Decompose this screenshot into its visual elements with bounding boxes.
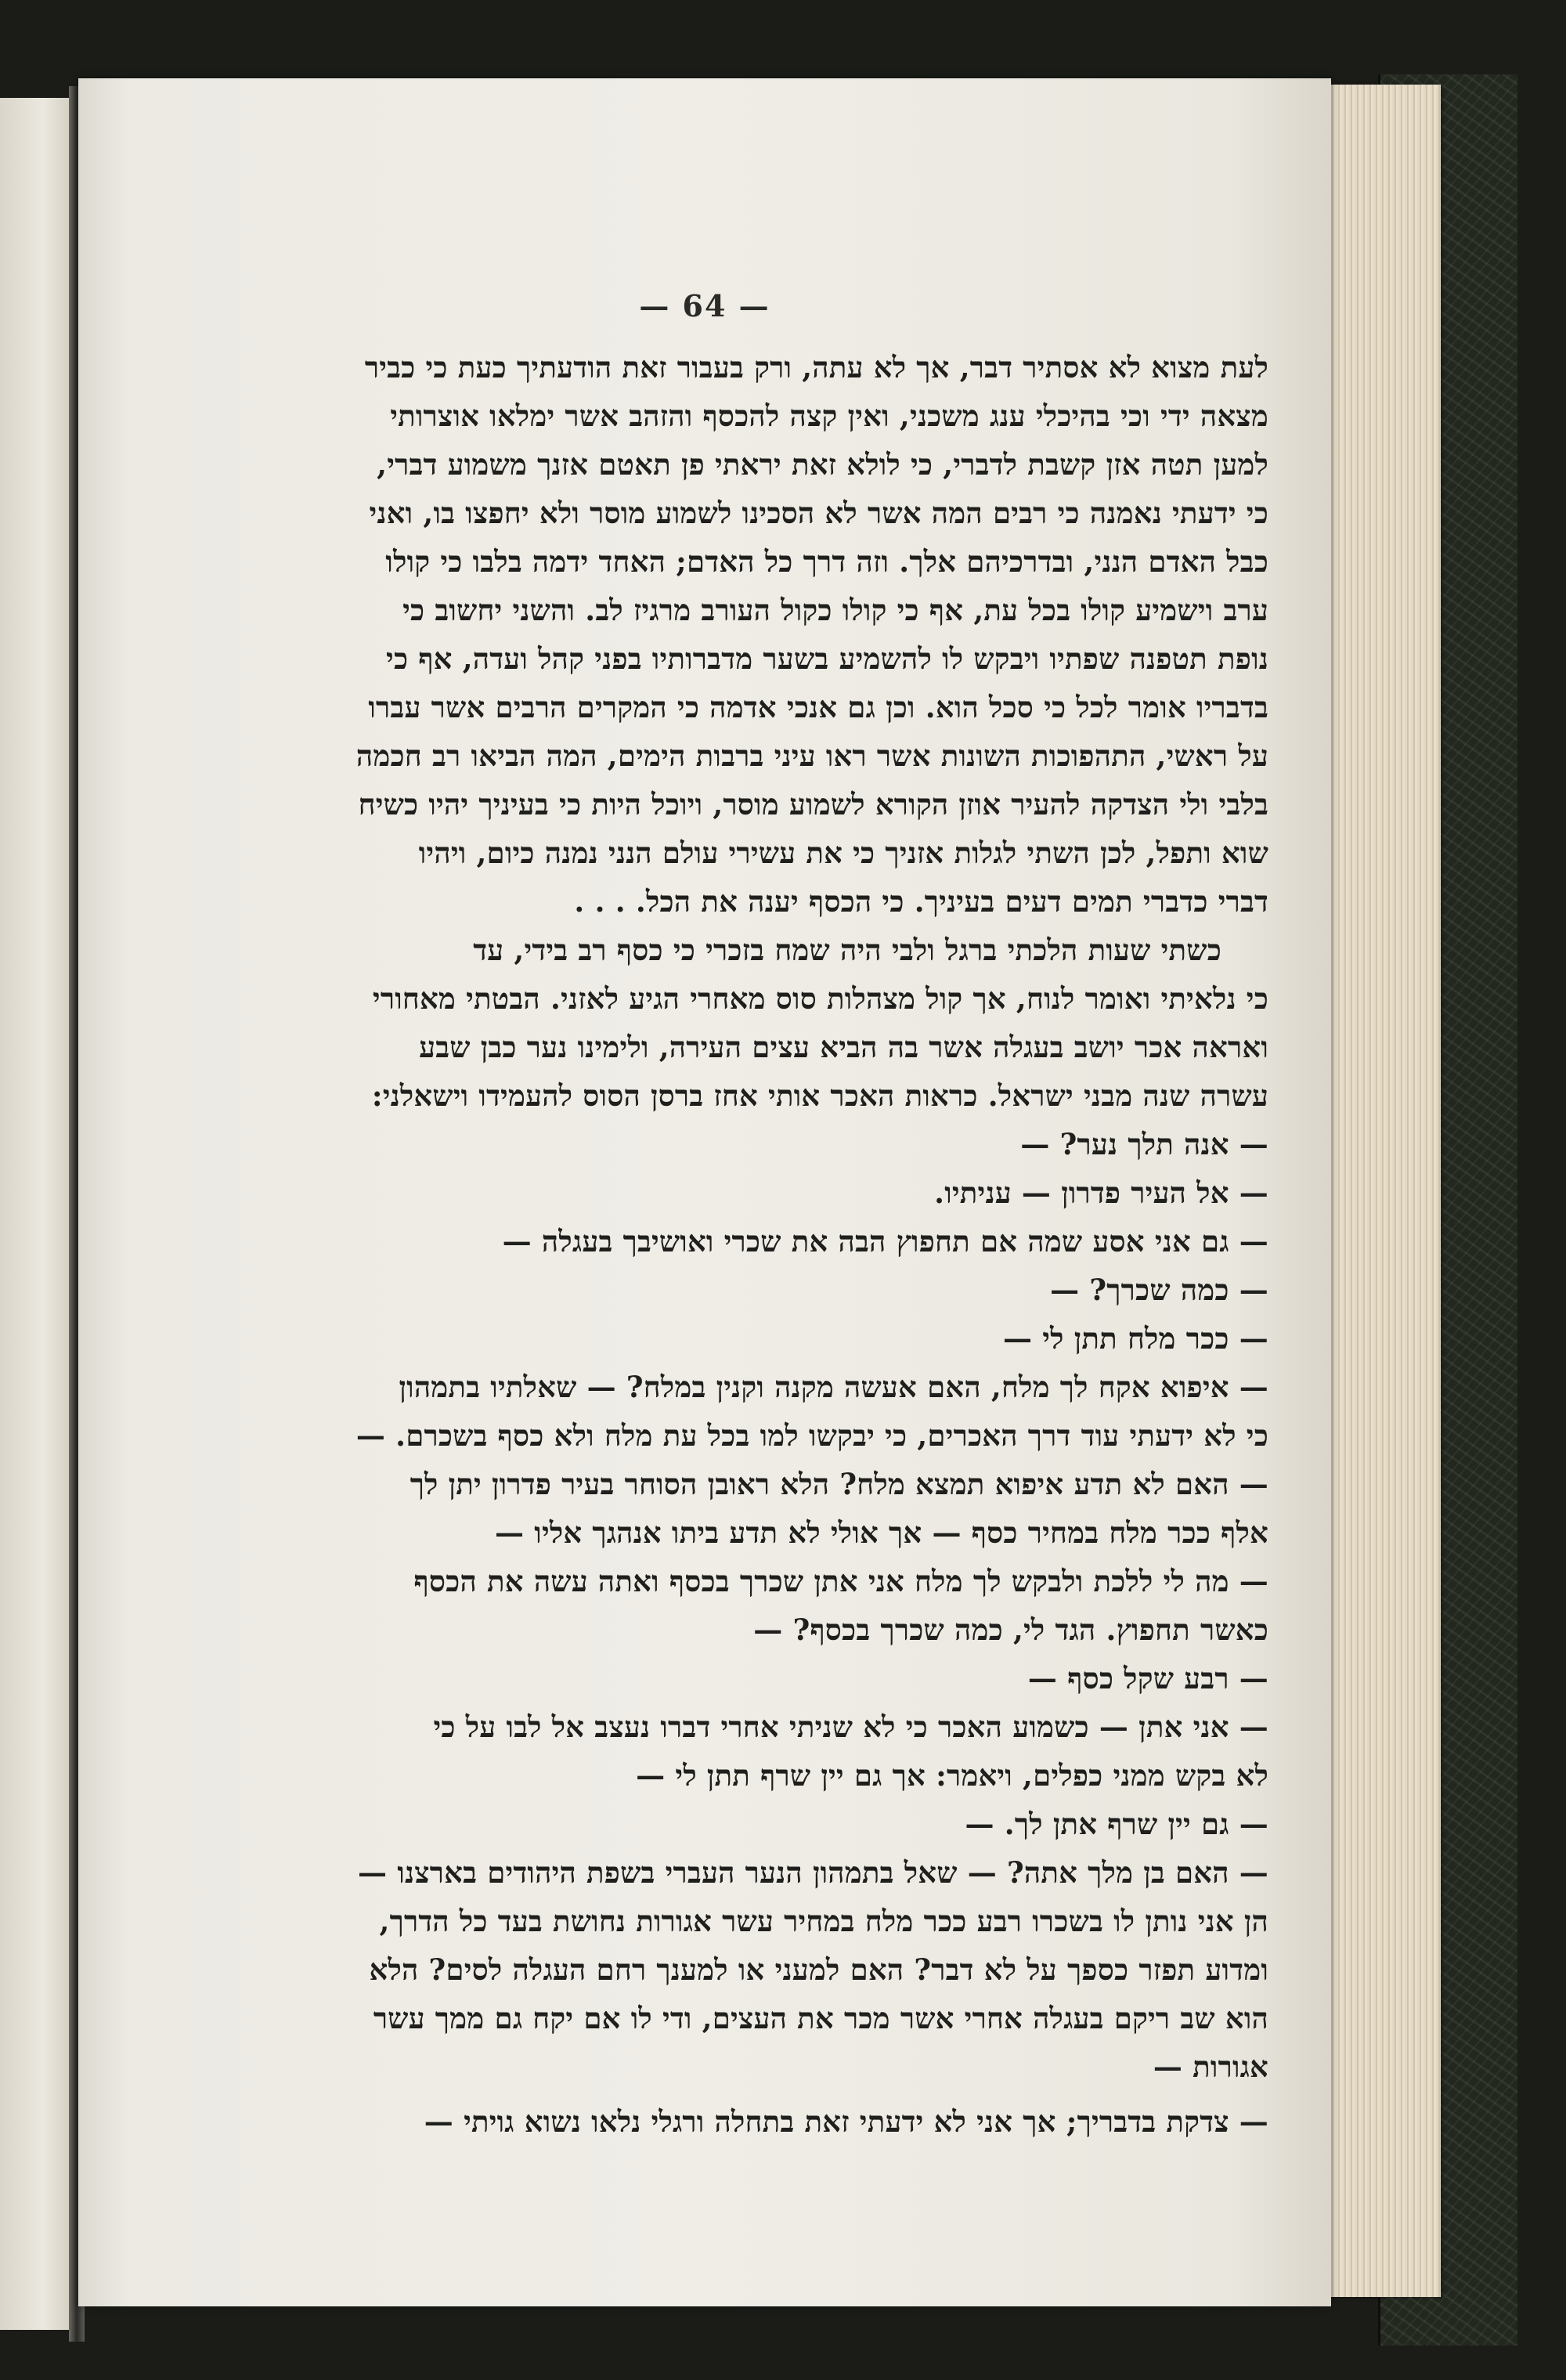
text-line: נופת תטפנה שפתיו ויבקש לו להשמיע בשער מדברותיו בפני קהל ועדה, אף כי	[386, 641, 1268, 676]
text-line: ומדוע תפזר כספך על לא דבר? האם למעני או למענך רחם העגלה לסים? הלא	[369, 1952, 1268, 1987]
text-line: מצאה ידי וכי בהיכלי ענג משכני, ואין קצה להכסף והזהב אשר ימלאו אוצרותי	[390, 399, 1268, 433]
text-line: — צדקת בדבריך; אך אני לא ידעתי זאת בתחלה ורגלי נלאו נשוא גויתי —	[424, 2104, 1268, 2139]
text-line: דברי כדברי תמים דעים בעיניך. כי הכסף יענה את הכל. . . .	[574, 884, 1268, 919]
text-line: — האם בן מלך אתה? — שאל בתמהון הנער העברי בשפת היהודים בארצנו —	[358, 1855, 1268, 1890]
text-line: כבל האדם הנני, ובדרכיהם אלך. וזה דרך כל האדם; האחד ידמה בלבו כי קולו	[385, 544, 1268, 579]
text-line: — גם אני אסע שמה אם תחפוץ הבה את שכרי ואושיבך בעגלה —	[502, 1224, 1268, 1259]
text-line: למען תטה אזן קשבת לדברי, כי לולא זאת יראתי פן תאטם אזנך משמוע דברי,	[377, 447, 1268, 482]
text-line: כשתי שעות הלכתי ברגל ולבי היה שמח בזכרי כי כסף רב בידי, עד	[473, 933, 1221, 967]
page-number: — 64 —	[639, 288, 770, 323]
text-line: לא בקש ממני כפלים, ויאמר: אך גם יין שרף תתן לי —	[636, 1758, 1268, 1793]
text-line: בלבי ולי הצדקה להעיר אוזן הקורא לשמוע מוסר, ויוכל היות כי בעיניך יהיו כשיח	[358, 787, 1268, 822]
text-line: על ראשי, התהפוכות השונות אשר ראו עיני ברבות הימים, המה הביאו רב חכמה	[355, 739, 1268, 773]
text-line: — אנה תלך נער? —	[1020, 1127, 1268, 1161]
text-line: — אני אתן — כשמוע האכר כי לא שניתי אחרי דברו נעצב אל לבו על כי	[433, 1710, 1268, 1744]
text-line: כי נלאיתי ואומר לנוח, אך קול מצהלות סוס מאחרי הגיע לאזני. הבטתי מאחורי	[372, 981, 1268, 1016]
text-line: כי לא ידעתי עוד דרך האכרים, כי יבקשו למו בכל עת מלח ולא כסף בשכרם. —	[355, 1418, 1268, 1453]
text-line: — ככר מלח תתן לי —	[1002, 1321, 1268, 1356]
text-line: — רבע שקל כסף —	[1027, 1661, 1268, 1696]
text-line: הן אני נותן לו בשכרו רבע ככר מלח במחיר עשר אגורות נחושת בעד כל הדרך,	[379, 1904, 1268, 1938]
text-line: לעת מצוא לא אסתיר דבר, אך לא עתה, ורק בעבור זאת הודעתיך כעת כי כביר	[364, 350, 1268, 385]
text-line: בדבריו אומר לכל כי סכל הוא. וכן גם אנכי אדמה כי המקרים הרבים אשר עברו	[368, 690, 1268, 724]
text-line: — כמה שכרך? —	[1050, 1273, 1268, 1307]
text-line: — האם לא תדע איפוא תמצא מלח? הלא ראובן הסוחר בעיר פדרון יתן לך	[410, 1467, 1268, 1501]
book-page	[78, 78, 1331, 2306]
previous-page	[0, 98, 78, 2330]
text-line: — מה לי ללכת ולבקש לך מלח אני אתן שכרך בכסף ואתה עשה את הכסף	[413, 1564, 1268, 1598]
text-line: — איפוא אקח לך מלח, האם אעשה מקנה וקנין במלח? — שאלתיו בתמהון	[399, 1370, 1268, 1404]
text-line: כי ידעתי נאמנה כי רבים המה אשר לא הסכינו לשמוע מוסר ולא יחפצו בו, ואני	[369, 496, 1268, 530]
text-line: הוא שב ריקם בעגלה אחרי אשר מכר את העצים, ודי לו אם יקח גם ממך עשר	[373, 2001, 1268, 2035]
text-line: אגורות —	[1153, 2050, 1268, 2084]
text-line: כאשר תחפוץ. הגד לי, כמה שכרך בכסף? —	[753, 1613, 1268, 1647]
text-line: ערב וישמיע קולו בכל עת, אף כי קולו כקול העורב מרגיז לב. והשני יחשוב כי	[402, 593, 1268, 627]
text-line: — אל העיר פדרון — עניתיו.	[934, 1176, 1268, 1210]
text-line: עשרה שנה מבני ישראל. כראות האכר אותי אחז ברסן הסוס להעמידו וישאלני:	[371, 1078, 1268, 1113]
text-line: אלף ככר מלח במחיר כסף — אך אולי לא תדע ביתו אנהגך אליו —	[495, 1515, 1268, 1550]
text-line: — גם יין שרף אתן לך. —	[965, 1807, 1268, 1841]
text-line: שוא ותפל, לכן השתי לגלות אזניך כי את עשירי עולם הנני נמנה כיום, ויהיו	[418, 836, 1268, 870]
text-line: ואראה אכר יושב בעגלה אשר בה הביא עצים העירה, ולימינו נער כבן שבע	[419, 1030, 1268, 1064]
page-edges	[1323, 85, 1441, 2297]
